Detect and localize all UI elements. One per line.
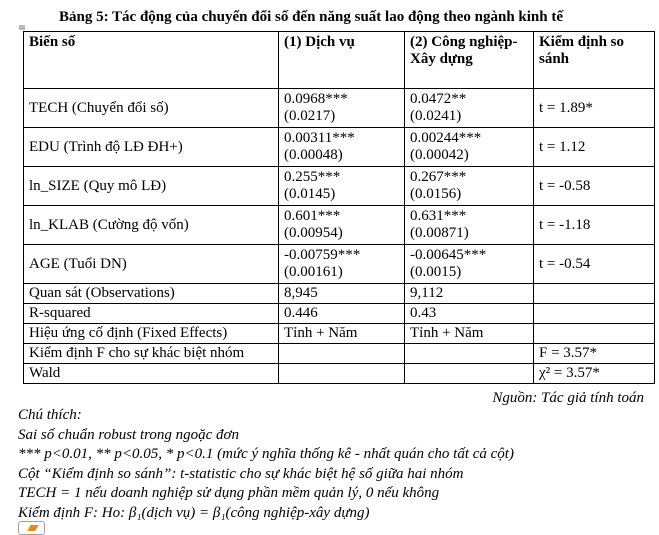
variable-cell: R-squared bbox=[24, 304, 279, 324]
col-header-variable: Biến số bbox=[24, 32, 279, 89]
note-line: Sai số chuẩn robust trong ngoặc đơn bbox=[18, 426, 240, 443]
table-row-f-test bbox=[24, 344, 655, 364]
model2-cell bbox=[405, 344, 534, 364]
std-error: (0.00871) bbox=[410, 225, 469, 241]
std-error: (0.0015) bbox=[410, 264, 462, 280]
test-cell: t = 1.89* bbox=[534, 89, 655, 128]
coefficient: 0.0968*** bbox=[284, 91, 348, 108]
std-error: (0.00048) bbox=[284, 147, 343, 163]
test-cell: t = -0.54 bbox=[534, 245, 655, 284]
variable-cell: ln_KLAB (Cường độ vốn) bbox=[24, 206, 279, 245]
variable-cell: Quan sát (Observations) bbox=[24, 284, 279, 304]
std-error: (0.0156) bbox=[410, 186, 462, 202]
test-cell: t = -1.18 bbox=[534, 206, 655, 245]
model1-cell: 8,945 bbox=[279, 284, 405, 304]
model1-cell bbox=[279, 128, 405, 167]
model2-cell bbox=[405, 206, 534, 245]
model2-cell bbox=[405, 167, 534, 206]
model2-cell bbox=[405, 364, 534, 384]
paste-options-icon[interactable] bbox=[18, 521, 45, 535]
table-row-r-squared bbox=[24, 304, 655, 324]
table-row-fixed-effects bbox=[24, 324, 655, 344]
model1-cell bbox=[279, 167, 405, 206]
table-row-ln-size bbox=[24, 167, 655, 206]
variable-cell: Hiệu ứng cố định (Fixed Effects) bbox=[24, 324, 279, 344]
table-row-edu bbox=[24, 128, 655, 167]
table-row-tech bbox=[24, 89, 655, 128]
model2-cell bbox=[405, 245, 534, 284]
model1-cell bbox=[279, 206, 405, 245]
std-error: (0.00954) bbox=[284, 225, 343, 241]
results-table bbox=[23, 31, 655, 384]
model1-cell bbox=[279, 344, 405, 364]
coefficient: 0.631*** bbox=[410, 208, 467, 225]
table-anchor-mark bbox=[19, 25, 25, 30]
model1-cell bbox=[279, 89, 405, 128]
table-row-age bbox=[24, 245, 655, 284]
page-title: Bảng 5: Tác động của chuyển đổi số đến năng suất lao động theo ngành kinh tế bbox=[58, 9, 564, 25]
note-line: Cột “Kiểm định so sánh”: t-statistic cho sự khác biệt hệ số giữa hai nhóm bbox=[18, 465, 464, 482]
test-cell: F = 3.57* bbox=[534, 344, 655, 364]
test-cell: t = -0.58 bbox=[534, 167, 655, 206]
note-line: Kiểm định F: Ho: β₁(dịch vụ) = β₁(công nghiệp-xây dựng) bbox=[18, 504, 370, 521]
notes-block bbox=[18, 406, 648, 523]
model2-cell: 0.43 bbox=[405, 304, 534, 324]
std-error: (0.0217) bbox=[284, 108, 336, 124]
source-note: Nguồn: Tác giả tính toán bbox=[492, 390, 644, 406]
table-row-observations bbox=[24, 284, 655, 304]
paste-options-accent bbox=[27, 525, 38, 531]
test-cell bbox=[534, 304, 655, 324]
variable-cell: AGE (Tuổi DN) bbox=[24, 245, 279, 284]
variable-cell: ln_SIZE (Quy mô LĐ) bbox=[24, 167, 279, 206]
note-line: *** p<0.01, ** p<0.05, * p<0.1 (mức ý nghĩa thống kê - nhất quán cho tất cả cột) bbox=[18, 446, 514, 462]
header-row bbox=[24, 32, 655, 89]
model1-cell bbox=[279, 364, 405, 384]
col-header-model1: (1) Dịch vụ bbox=[279, 32, 405, 89]
variable-cell: EDU (Trình độ LĐ ĐH+) bbox=[24, 128, 279, 167]
note-line: Chú thích: bbox=[18, 407, 82, 423]
test-cell: χ² = 3.57* bbox=[534, 364, 655, 384]
std-error: (0.00042) bbox=[410, 147, 469, 163]
coefficient: 0.00311*** bbox=[284, 130, 355, 147]
coefficient: -0.00645*** bbox=[410, 247, 487, 264]
std-error: (0.00161) bbox=[284, 264, 343, 280]
model2-cell bbox=[405, 128, 534, 167]
test-cell: t = 1.12 bbox=[534, 128, 655, 167]
model1-cell: Tỉnh + Năm bbox=[279, 324, 405, 344]
table-row-wald bbox=[24, 364, 655, 384]
std-error: (0.0145) bbox=[284, 186, 336, 202]
col-header-test: Kiểm định so sánh bbox=[534, 32, 655, 89]
coefficient: 0.0472** bbox=[410, 91, 467, 108]
test-cell bbox=[534, 284, 655, 304]
table-row-ln-klab bbox=[24, 206, 655, 245]
coefficient: 0.267*** bbox=[410, 169, 467, 186]
coefficient: 0.00244*** bbox=[410, 130, 482, 147]
model2-cell: 9,112 bbox=[405, 284, 534, 304]
model2-cell bbox=[405, 89, 534, 128]
variable-cell: Kiểm định F cho sự khác biệt nhóm bbox=[24, 344, 279, 364]
variable-cell: TECH (Chuyển đổi số) bbox=[24, 89, 279, 128]
coefficient: -0.00759*** bbox=[284, 247, 361, 264]
std-error: (0.0241) bbox=[410, 108, 462, 124]
coefficient: 0.255*** bbox=[284, 169, 341, 186]
note-line: TECH = 1 nếu doanh nghiệp sử dụng phần mềm quản lý, 0 nếu không bbox=[18, 485, 440, 501]
model2-cell: Tỉnh + Năm bbox=[405, 324, 534, 344]
col-header-model2: (2) Công nghiệp-Xây dựng bbox=[405, 32, 534, 89]
coefficient: 0.601*** bbox=[284, 208, 341, 225]
test-cell bbox=[534, 324, 655, 344]
model1-cell bbox=[279, 245, 405, 284]
model1-cell: 0.446 bbox=[279, 304, 405, 324]
variable-cell: Wald bbox=[24, 364, 279, 384]
